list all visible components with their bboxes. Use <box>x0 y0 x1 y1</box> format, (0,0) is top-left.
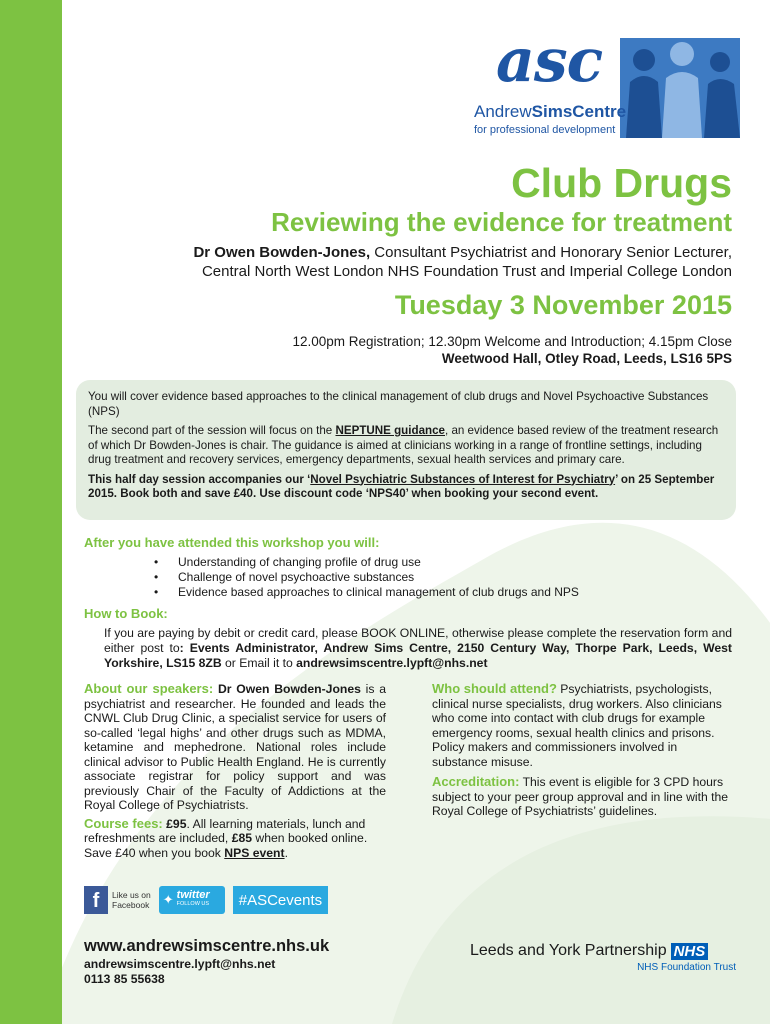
fees-label: Course fees: <box>84 815 163 831</box>
page-title: Club Drugs <box>511 160 732 206</box>
list-item: • Challenge of novel psychoactive substances <box>154 570 579 585</box>
hashtag-badge[interactable]: #ASCevents <box>233 886 328 914</box>
facebook-link[interactable]: f Like us on Facebook <box>84 886 151 914</box>
neptune-guidance-link[interactable]: NEPTUNE guidance <box>335 424 445 437</box>
audience-label: Who should attend? <box>432 681 557 696</box>
schedule-text: 12.00pm Registration; 12.30pm Welcome and Introduction; 4.15pm Close <box>292 334 732 349</box>
speaker-bio: About our speakers: Dr Owen Bowden-Jones is a psychiatrist and researcher. He founded and leads the CNWL Club Drug Clinic, a specialist service for users of so-called ‘legal highs’ and other drugs such as MDMA, ketamine and mephedrone. National roles include clinical advisor to Public Health England. He is currently associate registrar for policy support and was previously Chair of the Faculty of Addictions at the Royal College of Psychiatrists. <box>84 681 387 812</box>
partner-trust: NHS Foundation Trust <box>637 962 736 973</box>
event-date: Tuesday 3 November 2015 <box>394 290 732 320</box>
speaker-line: Dr Owen Bowden-Jones, Consultant Psychiatrist and Honorary Senior Lecturer, Central North West London NHS Foundation Trust and Imperial College London <box>193 244 732 280</box>
booking-text: If you are paying by debit or credit card, please BOOK ONLINE, otherwise please complete the reservation form and either post to: Events Administrator, Andrew Sims Centre, 2150 Century Way, Thorpe Park, Leeds, West Yorkshire, LS15 8ZB or Email it to andrewsimscentre.lypft@nhs.net <box>104 626 732 670</box>
left-green-bar <box>0 0 62 1024</box>
intro-box <box>76 380 736 520</box>
people-graphic <box>620 38 740 138</box>
intro-paragraph-2: The second part of the session will focus on the NEPTUNE guidance, an evidence based review of the treatment research of which Dr Bowden-Jones is chair. The guidance is aimed at clinicians working in a range of frontline settings, including drug treatment and recovery services, emergency departments, sexual health services and primary care. <box>88 424 719 466</box>
event-times <box>293 333 733 367</box>
venue-text: Weetwood Hall, Otley Road, Leeds, LS16 5PS <box>441 351 732 366</box>
outcomes-list <box>154 555 579 600</box>
partner-name: Leeds and York Partnership <box>470 942 667 959</box>
social-links <box>84 886 328 914</box>
intro-paragraph-3: This half day session accompanies our ‘Novel Psychiatric Substances of Interest for Psychiatry’ on 25 September 2015. Book both and save £40. Use discount code ‘NPS40’ when booking your second event. <box>88 472 715 500</box>
contact-phone: 0113 85 55638 <box>84 972 165 986</box>
list-item: • Understanding of changing profile of drug use <box>154 555 579 570</box>
course-fees: Course fees: £95. All learning materials, lunch and refreshments are included, £85 when booked online. Save £40 when you book NPS event. <box>84 815 368 860</box>
flyer-page <box>62 0 770 1024</box>
audience-column <box>432 682 732 819</box>
logo-name: AndrewSimsCentre <box>474 102 627 121</box>
audience-text: Who should attend? Psychiatrists, psychologists, clinical nurse specialists, drug workers. Also clinicians who come into contact with club drugs for example emergency rooms, sexual health clinics and prisons. <box>432 681 722 740</box>
accreditation-label: Accreditation: <box>432 774 520 789</box>
speakers-label: About our speakers: <box>84 681 214 696</box>
audience-text-2: Policy makers and commissioners involved in substance misuse. <box>432 740 678 769</box>
nhs-logo-icon: NHS <box>671 943 709 960</box>
nps-event-link[interactable]: Novel Psychiatric Substances of Interest for Psychiatry <box>310 472 616 486</box>
partner-logo <box>470 942 740 973</box>
logo-mark: asc <box>496 26 603 96</box>
logo-tagline: for professional development <box>474 124 616 136</box>
postal-address: : Events Administrator, Andrew Sims Centre, 2150 Century Way, Thorpe Park, Leeds, West Yorkshire, LS15 8ZB <box>104 641 732 670</box>
list-item: • Evidence based approaches to clinical management of club drugs and NPS <box>154 585 579 600</box>
speaker-name: Dr Owen Bowden-Jones, <box>193 244 371 261</box>
page-subtitle: Reviewing the evidence for treatment <box>271 207 732 237</box>
twitter-bird-icon: ✦ <box>162 892 174 907</box>
speakers-column <box>84 682 386 860</box>
nps-event-fee-link[interactable]: NPS event <box>224 845 285 860</box>
contact-email-link[interactable]: andrewsimscentre.lypft@nhs.net <box>84 957 276 971</box>
booking-heading: How to Book: <box>84 606 168 621</box>
website-link[interactable]: www.andrewsimscentre.nhs.uk <box>84 937 330 955</box>
asc-logo <box>470 26 735 145</box>
intro-paragraph-1: You will cover evidence based approaches to the clinical management of club drugs and Novel Psychoactive Substances (NPS) <box>88 390 709 418</box>
accreditation-text: Accreditation: This event is eligible for 3 CPD hours subject to your peer group approval and in line with the Royal College of Psychiatrists’ guidelines. <box>432 774 729 818</box>
twitter-follow-button[interactable]: ✦ twitter FOLLOW US <box>159 886 225 914</box>
booking-email-link[interactable]: andrewsimscentre.lypft@nhs.net <box>296 656 488 670</box>
facebook-icon: f <box>84 886 108 914</box>
outcomes-heading: After you have attended this workshop you will: <box>84 535 380 550</box>
